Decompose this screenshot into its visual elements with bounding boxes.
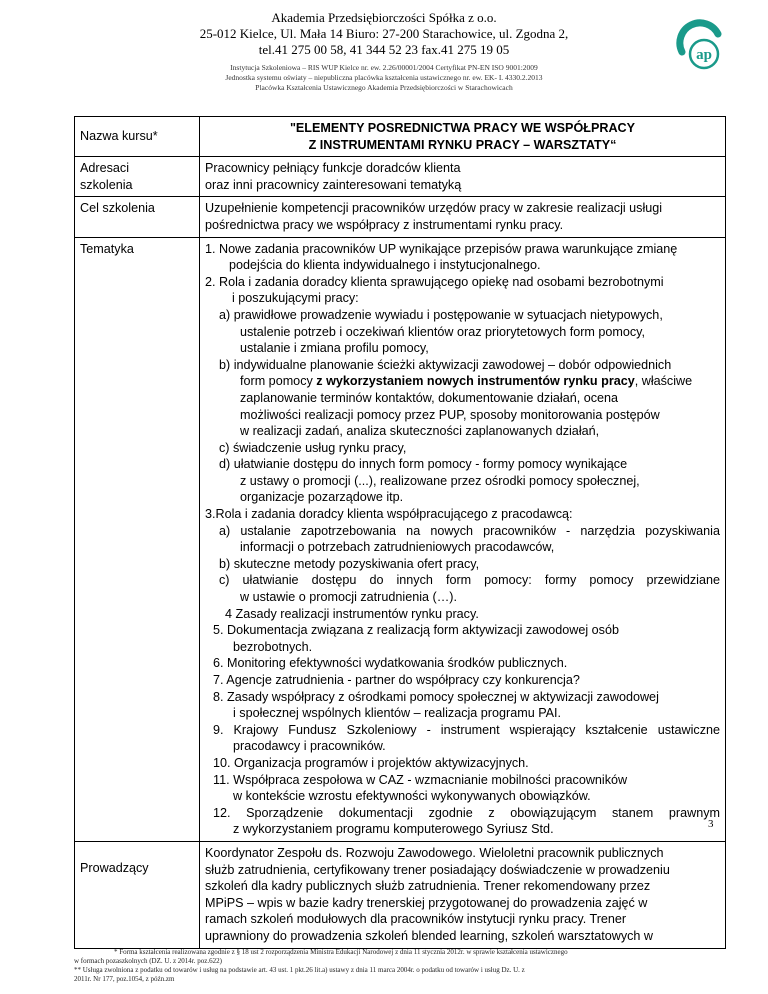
goal-row — [75, 197, 726, 237]
course-name-label: Nazwa kursu* — [75, 117, 200, 157]
topics-label: Tematyka — [75, 237, 200, 841]
topics-list: 1. Nowe zadania pracowników UP wynikające przepisów prawa warunkujące zmianę podejścia do klienta indywidualnego i instytucjonalnego. 2. Rola i zadania doradcy klienta sprawującego opiekę nad osobami bezrobotnymi i poszukującymi pracy: a) prawidłowe prowadzenie wywiadu i postępowanie w sytuacjach nietypowych, ustalenie potrzeb i oczekiwań klientów oraz priorytetowych form pomocy, ustalanie i zmiana profilu pomocy, b) indywidualne planowanie ścieżki aktywizacji zawodowej – dobór odpowiednich form pomocy z wykorzystaniem nowych instrumentów rynku pracy, właściwe zaplanowanie terminów kontaktów, dokumentowanie działań, ocena możliwości realizacji pomocy przez PUP, sposoby monitorowania postępów w realizacji zadań, analiza skuteczności zaplanowanych działań, c) świadczenie usług rynku pracy, d) ułatwianie dostępu do innych form pomocy - formy pomocy wynikające z ustawy o promocji (...), realizowane przez ośrodki pomocy społecznej, organizacje pozarządowe itp. 3.Rola i zadania doradcy klienta współpracującego z pracodawcą: a) ustalanie zapotrzebowania na nowych pracowników - narzędzia pozyskiwania informacji o potrzebach zatrudnieniowych pracodawców, b) skuteczne metody pozyskiwania ofert pracy, c) ułatwianie dostępu do innych form pomocy: formy pomocy przewidziane w ustawie o promocji zatrudnienia (…). 4 Zasady realizacji instrumentów rynku pracy. 5. Dokumentacja związana z realizacją form aktywizacji zawodowej osób bezrobotnych. 6. Monitoring efektywności wydatkowania środków publicznych. 7. Agencje zatrudnienia - partner do współpracy czy konkurencja? 8. Zasady współpracy z ośrodkami pomocy społecznej w aktywizacji zawodowej i społecznej wspólnych klientów – realizacja programu PAI. 9. Krajowy Fundusz Szkoleniowy - instrument wspierający kształcenie ustawiczne pracodawcy i pracowników. 10. Organizacja programów i projektów aktywizacyjnych. 11. Współpraca zespołowa w CAZ - wzmacnianie mobilności pracowników w kontekście wzrostu efektywności wykonywanych obowiązków. 12. Sporządzenie dokumentacji zgodnie z obowiązującym stanem prawnym z wykorzystaniem programu komputerowego Syriusz Std. — [200, 237, 726, 841]
footnote-2-cont: 2011r. Nr 177, poz.1054, z późn.zm — [74, 975, 175, 983]
audience-row — [75, 157, 726, 197]
institution-info-3: Placówka Kształcenia Ustawicznego Akademia Przedsiębiorczości w Starachowicach — [255, 83, 513, 92]
company-name: Akademia Przedsiębiorczości Spółka z o.o. — [271, 10, 497, 25]
footnote-1: * Forma kształcenia realizowana zgodnie z § 18 ust 2 rozporządzenia Ministra Edukacji Narodowej z dnia 11 stycznia 2012r. w sprawie kształcenia ustawicznego — [114, 948, 568, 956]
course-table — [74, 116, 726, 949]
course-title: "ELEMENTY POSREDNICTWA PRACY WE WSPÓŁPRACY Z INSTRUMENTAMI RYNKU PRACY – WARSZTATY“ — [200, 117, 726, 157]
logo-icon — [672, 18, 730, 76]
footnote-1-cont: w formach pozaszkolnych (DZ. U. z 2014r. poz.622) — [74, 957, 222, 965]
page-number: 3 — [708, 818, 714, 830]
goal-label: Cel szkolenia — [75, 197, 200, 237]
institution-info-1: Instytucja Szkoleniowa – RIS WUP Kielce nr. ew. 2.26/00001/2004 Certyfikat PN-EN ISO 9001:2009 — [230, 63, 538, 72]
company-address: 25-012 Kielce, Ul. Mała 14 Biuro: 27-200 Starachowice, ul. Zgodna 2, — [199, 26, 569, 41]
course-name-row — [75, 117, 726, 157]
trainer-row — [75, 841, 726, 948]
logo-text: ap — [696, 47, 712, 63]
trainer-text: Koordynator Zespołu ds. Rozwoju Zawodowego. Wieloletni pracownik publicznych służb zatrudnienia, certyfikowany trener posiadający doświadczenie w prowadzeniu szkoleń dla kadry publicznych służb zatrudnienia. Trener rekomendowany przez MPiPS – wpis w bazie kadry trenerskiej przygotowanej do prowadzenia zajęć w ramach szkoleń modułowych dla pracowników instytucji rynku pracy. Trener uprawniony do prowadzenia szkoleń blended learning, szkoleń warsztatowych w — [200, 841, 726, 948]
company-phones: tel.41 275 00 58, 41 344 52 23 fax.41 275 19 05 — [258, 42, 510, 57]
audience-label: Adresaci szkolenia — [75, 157, 200, 197]
footnotes — [74, 948, 734, 984]
letterhead — [0, 10, 768, 93]
footnote-2: ** Usługa zwolniona z podatku od towarów i usług na podstawie art. 43 ust. 1 pkt.26 lit.a) ustawy z dnia 11 marca 2004r. o podatku od towarów i usług Dz. U. z — [74, 966, 525, 974]
audience-text: Pracownicy pełniący funkcje doradców klienta oraz inni pracownicy zainteresowani tematyką — [200, 157, 726, 197]
topics-row — [75, 237, 726, 841]
goal-text: Uzupełnienie kompetencji pracowników urzędów pracy w zakresie realizacji usługi pośrednictwa pracy we współpracy z instrumentami rynku pracy. — [200, 197, 726, 237]
trainer-label: Prowadzący — [75, 841, 200, 948]
company-logo — [672, 18, 730, 76]
institution-info-2: Jednostka systemu oświaty – niepubliczna placówka kształcenia ustawicznego nr. ew. EK- I. 4330.2.2013 — [225, 73, 543, 82]
